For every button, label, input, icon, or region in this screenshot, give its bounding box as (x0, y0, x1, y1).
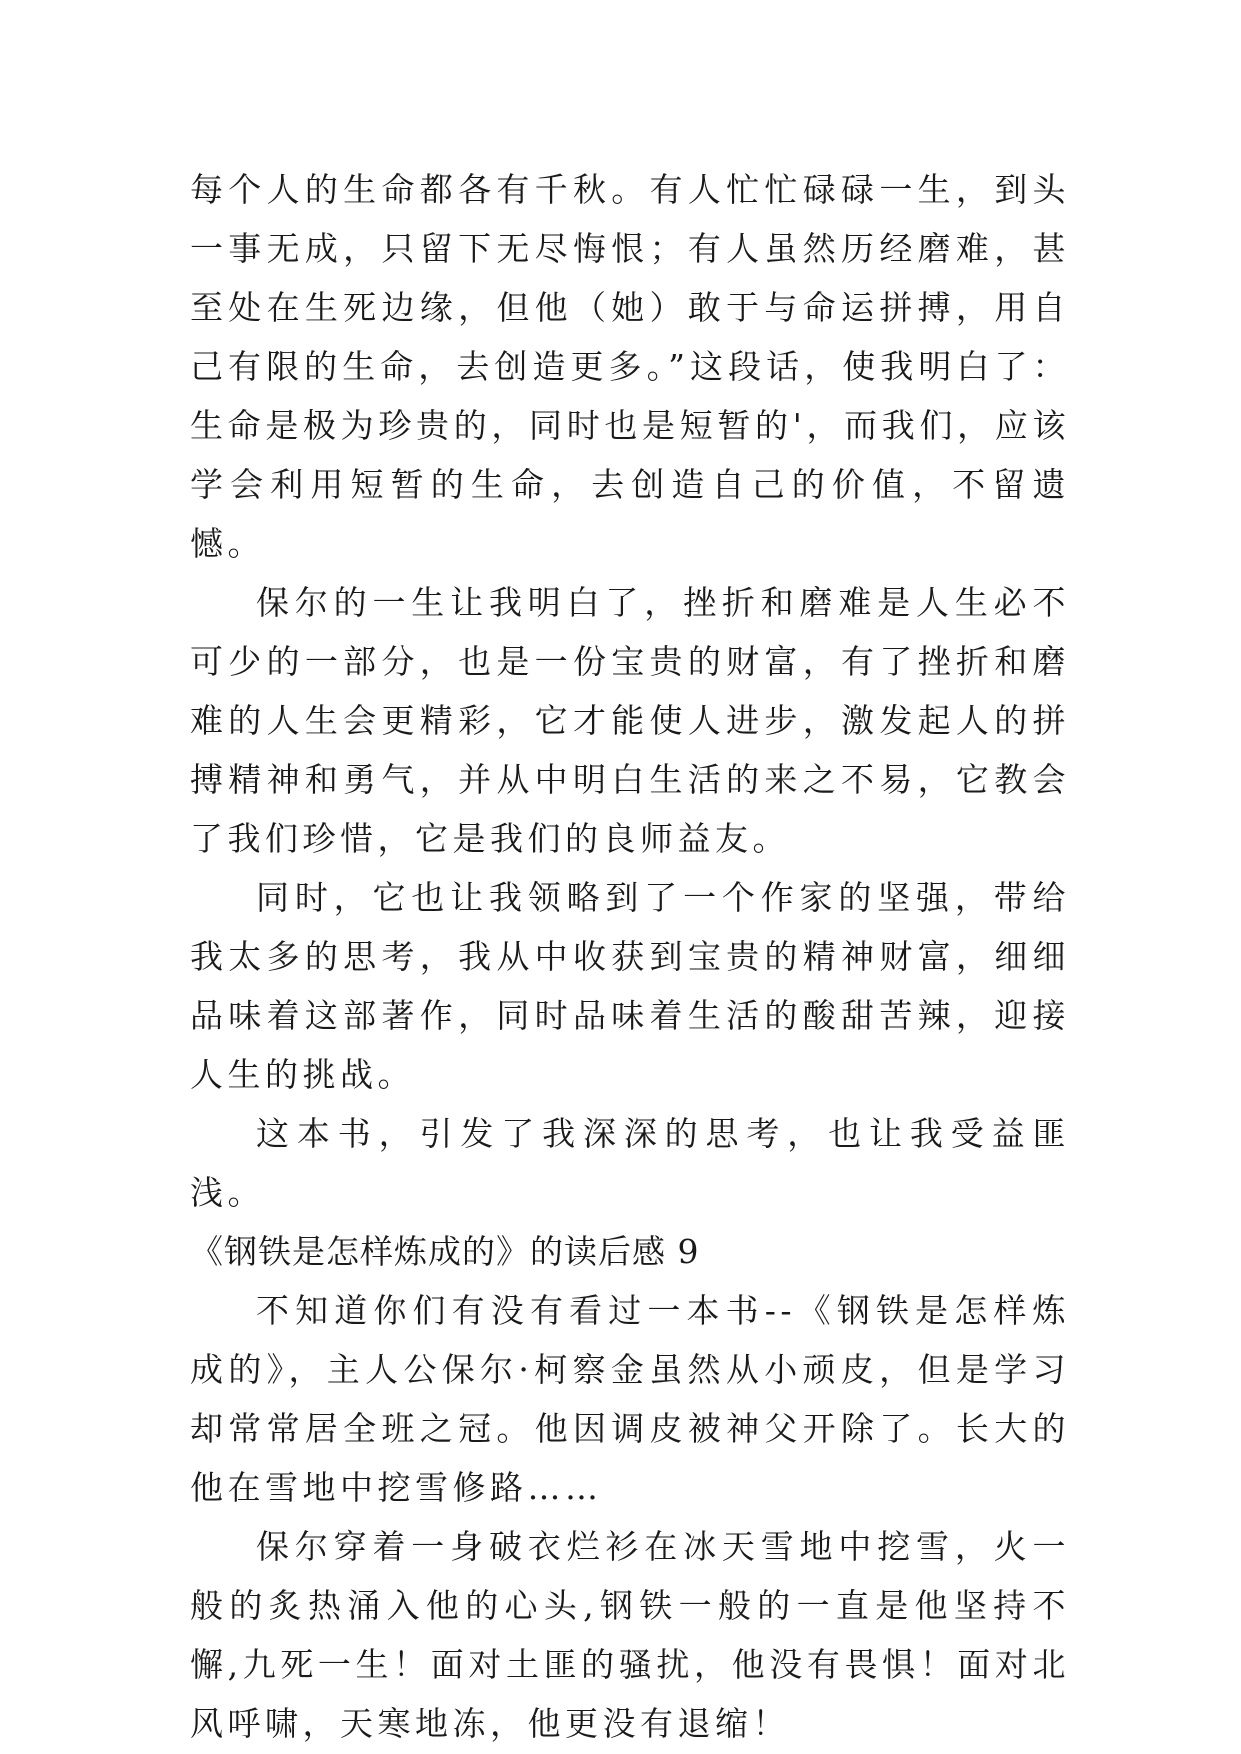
paragraph: 保尔的一生让我明白了，挫折和磨难是人生必不可少的一部分，也是一份宝贵的财富，有了挫折和磨难的人生会更精彩，它才能使人进步，激发起人的拼搏精神和勇气，并从中明白生活的来之不易，它教会了我们珍惜，它是我们的良师益友。 (190, 583, 1070, 858)
paragraph: 保尔穿着一身破衣烂衫在冰天雪地中挖雪，火一般的炙热涌入他的心头,钢铁一般的一直是他坚持不懈,九死一生！面对土匪的骚扰，他没有畏惧！面对北风呼啸，天寒地冻，他更没有退缩！ (190, 1527, 1070, 1743)
paragraph: 不知道你们有没有看过一本书--《钢铁是怎样炼成的》，主人公保尔·柯察金虽然从小顽皮，但是学习却常常居全班之冠。他因调皮被神父开除了。长大的他在雪地中挖雪修路…… (190, 1291, 1070, 1507)
document-body (190, 160, 1070, 1753)
paragraph: 这本书，引发了我深深的思考，也让我受益匪浅。 (190, 1114, 1070, 1212)
paragraph: 每个人的生命都各有千秋。有人忙忙碌碌一生，到头一事无成，只留下无尽悔恨；有人虽然历经磨难，甚至处在生死边缘，但他（她）敢于与命运拼搏，用自己有限的生命，去创造更多。”这段话，使我明白了：生命是极为珍贵的，同时也是短暂的'，而我们，应该学会利用短暂的生命，去创造自己的价值，不留遗憾。 (190, 170, 1070, 563)
paragraph: 同时，它也让我领略到了一个作家的坚强，带给我太多的思考，我从中收获到宝贵的精神财富，细细品味着这部著作，同时品味着生活的酸甜苦辣，迎接人生的挑战。 (190, 878, 1070, 1094)
section-title: 《钢铁是怎样炼成的》的读后感 9 (190, 1232, 700, 1271)
